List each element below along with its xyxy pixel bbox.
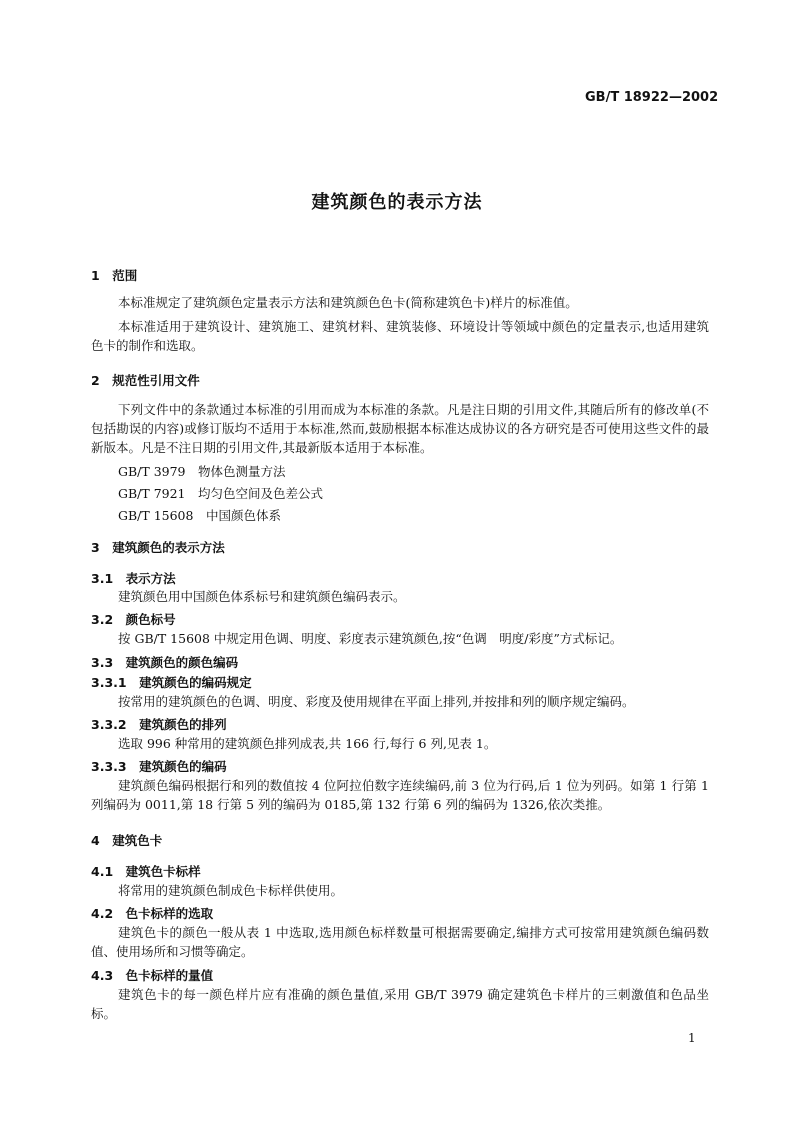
- section-3-2-heading: 3.2 颜色标号: [91, 612, 176, 627]
- section-1-paragraph-2: 本标准适用于建筑设计、建筑施工、建筑材料、建筑装修、环境设计等领域中颜色的定量表示,也适用建筑色卡的制作和选取。: [91, 319, 709, 353]
- section-4-1-text: 将常用的建筑颜色制成色卡标样供使用。: [118, 883, 344, 898]
- section-1-heading: 1 范围: [91, 268, 138, 283]
- section-4-2-heading: 4.2 色卡标样的选取: [91, 906, 214, 921]
- section-4-3-text: 建筑色卡的每一颜色样片应有准确的颜色量值,采用 GB/T 3979 确定建筑色卡样片的三刺激值和色品坐标。: [91, 987, 709, 1021]
- section-4-2-text: 建筑色卡的颜色一般从表 1 中选取,选用颜色标样数量可根据需要确定,编排方式可按常用建筑颜色编码数值、使用场所和习惯等确定。: [91, 925, 709, 959]
- section-3-3-1-text: 按常用的建筑颜色的色调、明度、彩度及使用规律在平面上排列,并按排和列的顺序规定编码。: [118, 694, 635, 709]
- section-4-3-heading: 4.3 色卡标样的量值: [91, 968, 214, 983]
- section-4-heading: 4 建筑色卡: [91, 833, 163, 848]
- standard-number: GB/T 18922—2002: [585, 90, 719, 105]
- section-3-3-2-text: 选取 996 种常用的建筑颜色排列成表,共 166 行,每行 6 列,见表 1。: [118, 736, 497, 751]
- section-3-1-heading: 3.1 表示方法: [91, 571, 176, 586]
- page-number: 1: [688, 1031, 696, 1045]
- section-2-heading: 2 规范性引用文件: [91, 373, 200, 388]
- section-3-heading: 3 建筑颜色的表示方法: [91, 540, 225, 555]
- reference-item: GB/T 15608 中国颜色体系: [118, 508, 281, 523]
- section-4-1-heading: 4.1 建筑色卡标样: [91, 864, 201, 879]
- reference-item: GB/T 7921 均匀色空间及色差公式: [118, 486, 324, 501]
- section-3-3-3-text: 建筑颜色编码根据行和列的数值按 4 位阿拉伯数字连续编码,前 3 位为行码,后 1 位为列码。如第 1 行第 1 列编码为 0011,第 18 行第 5 列的编码为 0185,第 132 行第 6 列的编码为 1326,依次类推。: [91, 778, 709, 812]
- section-3-1-text: 建筑颜色用中国颜色体系标号和建筑颜色编码表示。: [118, 589, 406, 604]
- section-3-3-2-heading: 3.3.2 建筑颜色的排列: [91, 717, 227, 732]
- section-3-3-heading: 3.3 建筑颜色的颜色编码: [91, 655, 239, 670]
- section-3-2-text: 按 GB/T 15608 中规定用色调、明度、彩度表示建筑颜色,按“色调 明度/彩度”方式标记。: [118, 631, 623, 646]
- section-2-paragraph: 下列文件中的条款通过本标准的引用而成为本标准的条款。凡是注日期的引用文件,其随后所有的修改单(不包括勘误的内容)或修订版均不适用于本标准,然而,鼓励根据本标准达成协议的各方研究是否可使用这些文件的最新版本。凡是不注日期的引用文件,其最新版本适用于本标准。: [91, 402, 709, 455]
- section-3-3-3-heading: 3.3.3 建筑颜色的编码: [91, 759, 227, 774]
- reference-item: GB/T 3979 物体色测量方法: [118, 464, 286, 479]
- document-title: 建筑颜色的表示方法: [311, 192, 483, 213]
- section-1-paragraph-1: 本标准规定了建筑颜色定量表示方法和建筑颜色色卡(简称建筑色卡)样片的标准值。: [118, 295, 578, 310]
- section-3-3-1-heading: 3.3.1 建筑颜色的编码规定: [91, 675, 252, 690]
